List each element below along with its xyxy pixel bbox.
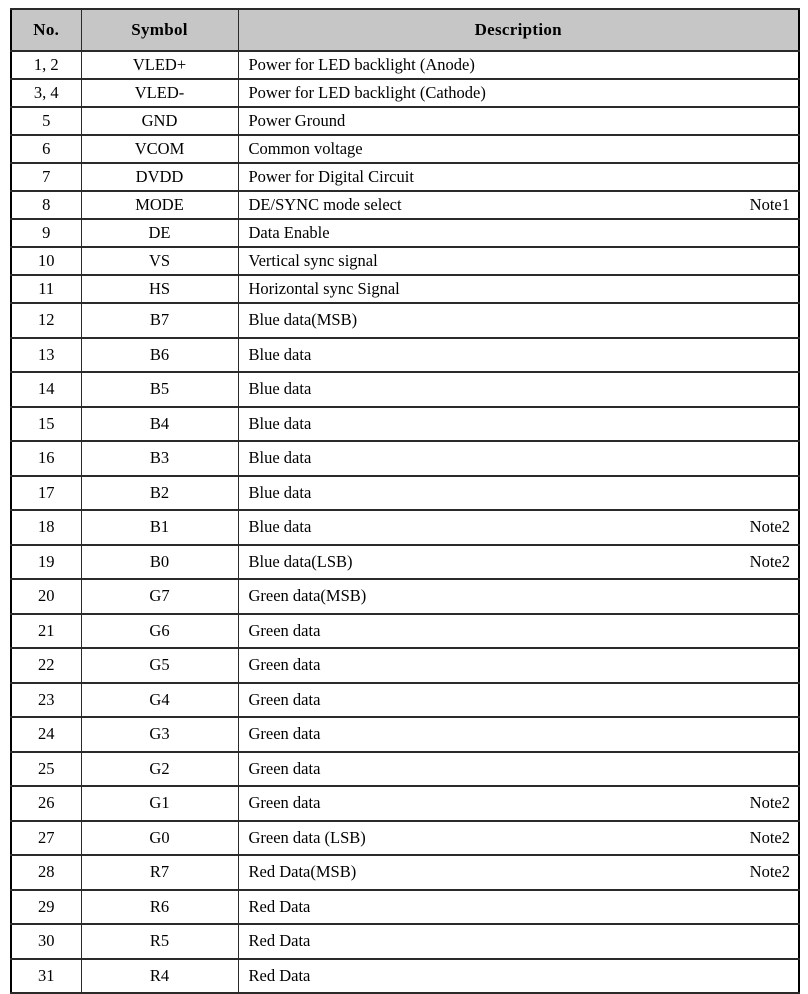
description-inner (249, 345, 791, 365)
pin-symbol-cell: G2 (81, 752, 238, 787)
pin-description-cell (238, 275, 799, 303)
description-text: Vertical sync signal (248, 251, 378, 270)
pin-description-cell (238, 107, 799, 135)
description-text: Green data (248, 758, 321, 778)
header-row (11, 9, 799, 51)
pin-number-cell: 26 (11, 786, 81, 821)
description-text: Data Enable (248, 223, 330, 242)
pin-symbol-cell: B1 (81, 510, 238, 545)
description-inner (249, 690, 791, 710)
table-row (11, 476, 799, 511)
description-inner (249, 55, 791, 75)
pin-number-cell: 21 (11, 614, 81, 649)
pin-number-cell: 25 (11, 752, 81, 787)
description-text: Blue data(LSB) (248, 551, 353, 571)
description-text: Green data (LSB) (248, 827, 366, 847)
pin-symbol-cell: R5 (81, 924, 238, 959)
pin-symbol-cell: G5 (81, 648, 238, 683)
pin-symbol-cell: DE (81, 219, 238, 247)
pin-number-cell: 11 (11, 275, 81, 303)
pin-number-cell: 17 (11, 476, 81, 511)
pin-number-cell: 31 (11, 959, 81, 994)
pin-number-cell: 1, 2 (11, 51, 81, 79)
description-text: Power Ground (248, 111, 346, 130)
description-text: DE/SYNC mode select (248, 195, 402, 214)
description-text: Power for LED backlight (Cathode) (248, 83, 486, 102)
description-inner (249, 759, 791, 779)
pin-number-cell: 14 (11, 372, 81, 407)
pin-number-cell: 7 (11, 163, 81, 191)
pin-number-cell: 9 (11, 219, 81, 247)
pin-symbol-cell: R4 (81, 959, 238, 994)
pin-symbol-cell: G4 (81, 683, 238, 718)
description-text: Green data (248, 724, 321, 744)
pin-symbol-cell: B5 (81, 372, 238, 407)
pin-symbol-cell: G6 (81, 614, 238, 649)
pin-description-cell (238, 924, 799, 959)
pin-number-cell: 16 (11, 441, 81, 476)
description-inner (249, 111, 791, 131)
description-text: Green data (248, 620, 321, 640)
pin-symbol-cell: R7 (81, 855, 238, 890)
pin-symbol-cell: VS (81, 247, 238, 275)
pin-description-cell (238, 752, 799, 787)
pin-symbol-cell: DVDD (81, 163, 238, 191)
pin-symbol-cell: B2 (81, 476, 238, 511)
description-inner (249, 552, 791, 572)
description-inner (249, 517, 791, 537)
description-inner (249, 251, 791, 271)
description-inner (249, 83, 791, 103)
table-row (11, 135, 799, 163)
pin-number-cell: 12 (11, 303, 81, 338)
description-text: Power for LED backlight (Anode) (248, 55, 475, 74)
pin-symbol-cell: B7 (81, 303, 238, 338)
pin-description-cell (238, 683, 799, 718)
description-inner (249, 793, 791, 813)
table-row (11, 579, 799, 614)
description-inner (249, 966, 791, 986)
pin-description-cell (238, 510, 799, 545)
description-text: Blue data (248, 344, 312, 364)
pin-symbol-cell: B0 (81, 545, 238, 580)
table-header (11, 9, 799, 51)
pin-description-cell (238, 135, 799, 163)
table-row (11, 275, 799, 303)
pin-symbol-cell: B6 (81, 338, 238, 373)
pin-symbol-cell: VLED- (81, 79, 238, 107)
pin-description-cell (238, 717, 799, 752)
table-row (11, 247, 799, 275)
pin-symbol-cell: VCOM (81, 135, 238, 163)
table-row (11, 163, 799, 191)
table-row (11, 786, 799, 821)
table-row (11, 191, 799, 219)
pin-number-cell: 6 (11, 135, 81, 163)
table-row (11, 924, 799, 959)
description-inner (249, 897, 791, 917)
table-row (11, 821, 799, 856)
pin-description-cell (238, 372, 799, 407)
pin-number-cell: 28 (11, 855, 81, 890)
pin-number-cell: 30 (11, 924, 81, 959)
pin-description-cell (238, 219, 799, 247)
description-text: Green data (248, 689, 321, 709)
pin-description-cell (238, 959, 799, 994)
pin-description-cell (238, 79, 799, 107)
column-header-description: Description (238, 9, 799, 51)
table-row (11, 545, 799, 580)
pin-number-cell: 23 (11, 683, 81, 718)
table-row (11, 959, 799, 994)
table-row (11, 648, 799, 683)
pin-description-cell (238, 786, 799, 821)
description-inner (249, 483, 791, 503)
description-inner (249, 379, 791, 399)
pin-description-cell (238, 51, 799, 79)
table-row (11, 107, 799, 135)
pin-description-cell (238, 614, 799, 649)
description-inner (249, 828, 791, 848)
pin-number-cell: 8 (11, 191, 81, 219)
description-text: Green data (248, 655, 321, 675)
description-text: Red Data (248, 896, 311, 916)
pin-description-cell (238, 648, 799, 683)
pin-description-cell (238, 247, 799, 275)
table-row (11, 752, 799, 787)
table-row (11, 219, 799, 247)
table-row (11, 407, 799, 442)
description-inner (249, 724, 791, 744)
pin-number-cell: 29 (11, 890, 81, 925)
table-row (11, 510, 799, 545)
pin-number-cell: 13 (11, 338, 81, 373)
pin-symbol-cell: G3 (81, 717, 238, 752)
pin-description-cell (238, 579, 799, 614)
note-badge: Note2 (749, 793, 790, 813)
table-row (11, 338, 799, 373)
description-inner (249, 223, 791, 243)
table-row (11, 51, 799, 79)
pin-description-cell (238, 855, 799, 890)
pin-description-cell (238, 545, 799, 580)
pin-description-cell (238, 303, 799, 338)
note-badge: Note2 (749, 551, 790, 571)
description-inner (249, 586, 791, 606)
description-text: Power for Digital Circuit (248, 167, 414, 186)
description-text: Red Data (248, 965, 311, 985)
description-inner (249, 195, 791, 215)
table-row (11, 79, 799, 107)
description-text: Blue data(MSB) (248, 310, 358, 330)
pin-description-cell (238, 191, 799, 219)
pin-symbol-cell: B3 (81, 441, 238, 476)
column-header-symbol: Symbol (81, 9, 238, 51)
description-text: Blue data (248, 379, 312, 399)
note-badge: Note1 (749, 195, 790, 214)
pin-number-cell: 10 (11, 247, 81, 275)
pin-symbol-cell: G0 (81, 821, 238, 856)
pin-description-cell (238, 890, 799, 925)
pin-symbol-cell: GND (81, 107, 238, 135)
note-badge: Note2 (749, 517, 790, 537)
description-inner (249, 931, 791, 951)
table-row (11, 717, 799, 752)
pin-symbol-cell: HS (81, 275, 238, 303)
table-row (11, 303, 799, 338)
description-inner (249, 310, 791, 330)
note-badge: Note2 (749, 862, 790, 882)
pin-description-cell (238, 407, 799, 442)
pin-description-cell (238, 441, 799, 476)
description-inner (249, 414, 791, 434)
description-inner (249, 167, 791, 187)
pin-number-cell: 19 (11, 545, 81, 580)
column-header-no: No. (11, 9, 81, 51)
description-inner (249, 139, 791, 159)
pin-symbol-cell: B4 (81, 407, 238, 442)
description-text: Red Data(MSB) (248, 862, 357, 882)
pin-number-cell: 24 (11, 717, 81, 752)
pin-number-cell: 22 (11, 648, 81, 683)
pin-number-cell: 20 (11, 579, 81, 614)
description-inner (249, 621, 791, 641)
table-row (11, 441, 799, 476)
pin-description-cell (238, 821, 799, 856)
table-row (11, 855, 799, 890)
description-inner (249, 448, 791, 468)
table-row (11, 372, 799, 407)
pin-symbol-cell: MODE (81, 191, 238, 219)
description-inner (249, 279, 791, 299)
description-text: Green data (248, 793, 321, 813)
pin-number-cell: 3, 4 (11, 79, 81, 107)
note-badge: Note2 (749, 827, 790, 847)
table-row (11, 683, 799, 718)
description-text: Common voltage (248, 139, 363, 158)
pin-number-cell: 15 (11, 407, 81, 442)
description-text: Horizontal sync Signal (248, 279, 400, 298)
description-text: Blue data (248, 482, 312, 502)
pin-description-table (10, 8, 800, 994)
pin-description-cell (238, 163, 799, 191)
pin-number-cell: 5 (11, 107, 81, 135)
pin-symbol-cell: G1 (81, 786, 238, 821)
description-text: Green data(MSB) (248, 586, 367, 606)
pin-symbol-cell: VLED+ (81, 51, 238, 79)
description-text: Blue data (248, 413, 312, 433)
description-text: Blue data (248, 448, 312, 468)
table-row (11, 890, 799, 925)
pin-symbol-cell: R6 (81, 890, 238, 925)
description-text: Red Data (248, 931, 311, 951)
pin-number-cell: 27 (11, 821, 81, 856)
description-text: Blue data (248, 517, 312, 537)
pin-description-cell (238, 338, 799, 373)
description-inner (249, 655, 791, 675)
pin-description-cell (238, 476, 799, 511)
pin-table-body (11, 51, 799, 993)
table-row (11, 614, 799, 649)
description-inner (249, 862, 791, 882)
pin-number-cell: 18 (11, 510, 81, 545)
pin-symbol-cell: G7 (81, 579, 238, 614)
